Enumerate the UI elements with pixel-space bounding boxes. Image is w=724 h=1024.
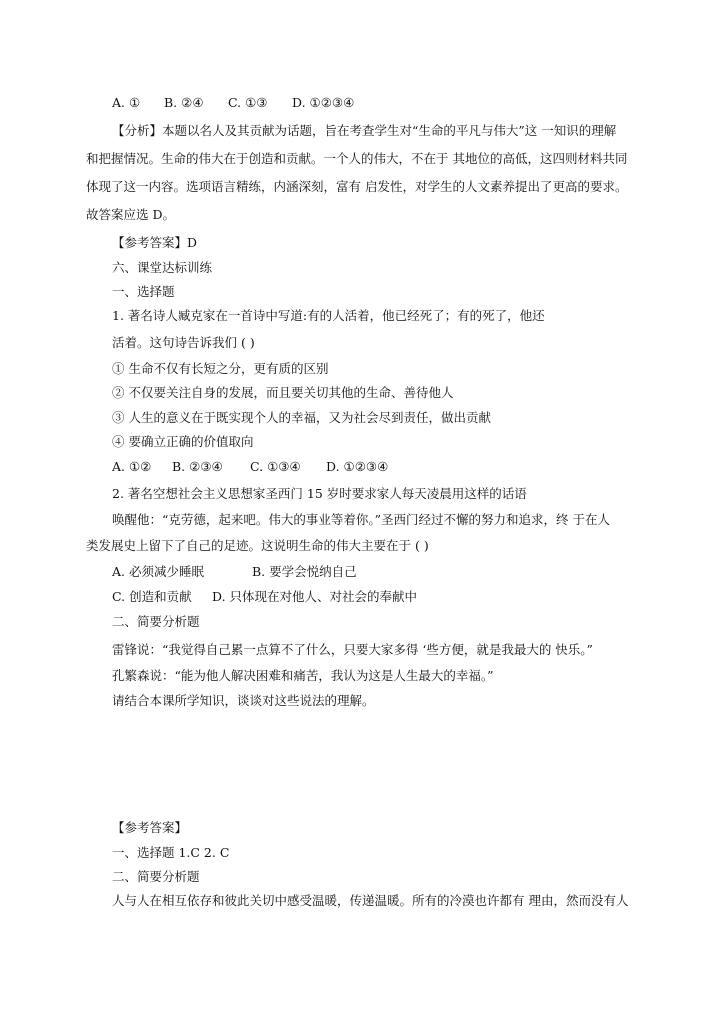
- q1-item-2: ② 不仅要关注自身的发展，而且要关切其他的生命、善待他人: [112, 385, 454, 400]
- q1-option-b: B. ②③④: [172, 459, 223, 474]
- subsection-analysis: 二、简要分析题: [112, 614, 200, 629]
- q2-option-b: B. 要学会悦纳自己: [252, 564, 357, 579]
- answers-analysis-text: 人与人在相互依存和彼此关切中感受温暖，传递温暖。所有的冷漠也许都有 理由，然而没有人: [112, 893, 629, 908]
- section-title: 六、课堂达标训练: [112, 260, 213, 275]
- q2-option-a: A. 必须减少睡眠: [112, 564, 204, 579]
- answers-analysis-title: 二、简要分析题: [112, 869, 200, 884]
- option-d: D. ①②③④: [292, 95, 355, 110]
- q1-item-4: ④ 要确立正确的价值取向: [112, 434, 254, 449]
- q2-option-d: D. 只体现在对他人、对社会的奉献中: [212, 589, 418, 604]
- analysis-line-3: 体现了这一内容。选项语言精练，内涵深刻，富有 启发性，对学生的人文素养提出了更高的要求。: [86, 179, 628, 194]
- q2-stem-cont-1: 唤醒他：“克劳德，起来吧。伟大的事业等着你。”圣西门经过不懈的努力和追求，终 于在人: [112, 512, 611, 527]
- answers-title: 【参考答案】: [112, 820, 188, 835]
- q1-option-d: D. ①②③④: [326, 459, 389, 474]
- reference-answer: 【参考答案】D: [112, 235, 198, 250]
- quote-leifeng: 雷锋说：“我觉得自己累一点算不了什么，只要大家多得 ‘些方便，就是我最大的 快乐。”: [112, 642, 593, 657]
- analysis-prompt: 请结合本课所学知识，谈谈对这些说法的理解。: [112, 693, 375, 708]
- option-b: B. ②④: [164, 95, 204, 110]
- q1-item-1: ① 生命不仅有长短之分，更有质的区别: [112, 361, 329, 376]
- q1-stem: 1. 著名诗人臧克家在一首诗中写道:有的人活着，他已经死了；有的死了，他还: [112, 308, 545, 323]
- options-row: [112, 95, 354, 111]
- quote-kongfansen: 孔繁森说：“能为他人解决困难和痛苦，我认为这是人生最大的幸福。”: [112, 668, 494, 683]
- analysis-line-2: 和把握情况。生命的伟大在于创造和贡献。一个人的伟大，不在于 其地位的高低，这四则材料共同: [86, 151, 628, 166]
- q2-option-c: C. 创造和贡献: [112, 589, 192, 604]
- q2-stem: 2. 著名空想社会主义思想家圣西门 15 岁时要求家人每天凌晨用这样的话语: [112, 486, 527, 501]
- q1-option-a: A. ①②: [112, 459, 152, 474]
- q1-options: [112, 459, 388, 475]
- q2-options-row-1: [112, 564, 357, 580]
- subsection-choice: 一、选择题: [112, 284, 175, 299]
- q1-option-c: C. ①③④: [250, 459, 301, 474]
- q1-item-3: ③ 人生的意义在于既实现个人的幸福，又为社会尽到责任，做出贡献: [112, 410, 491, 425]
- option-a: A. ①: [112, 95, 141, 110]
- q2-options-row-2: [112, 589, 417, 605]
- analysis-line-1: 【分析】本题以名人及其贡献为话题，旨在考查学生对“生命的平凡与伟大”这 一知识的理解: [112, 123, 617, 138]
- analysis-line-4: 故答案应选 D。: [86, 207, 175, 222]
- answers-choice: 一、选择题 1.C 2. C: [112, 845, 230, 860]
- q2-stem-cont-2: 类发展史上留下了自己的足迹。这说明生命的伟大主要在于 ( ): [86, 538, 429, 553]
- option-c: C. ①③: [228, 95, 268, 110]
- q1-stem-cont: 活着。这句诗告诉我们 ( ): [112, 335, 255, 350]
